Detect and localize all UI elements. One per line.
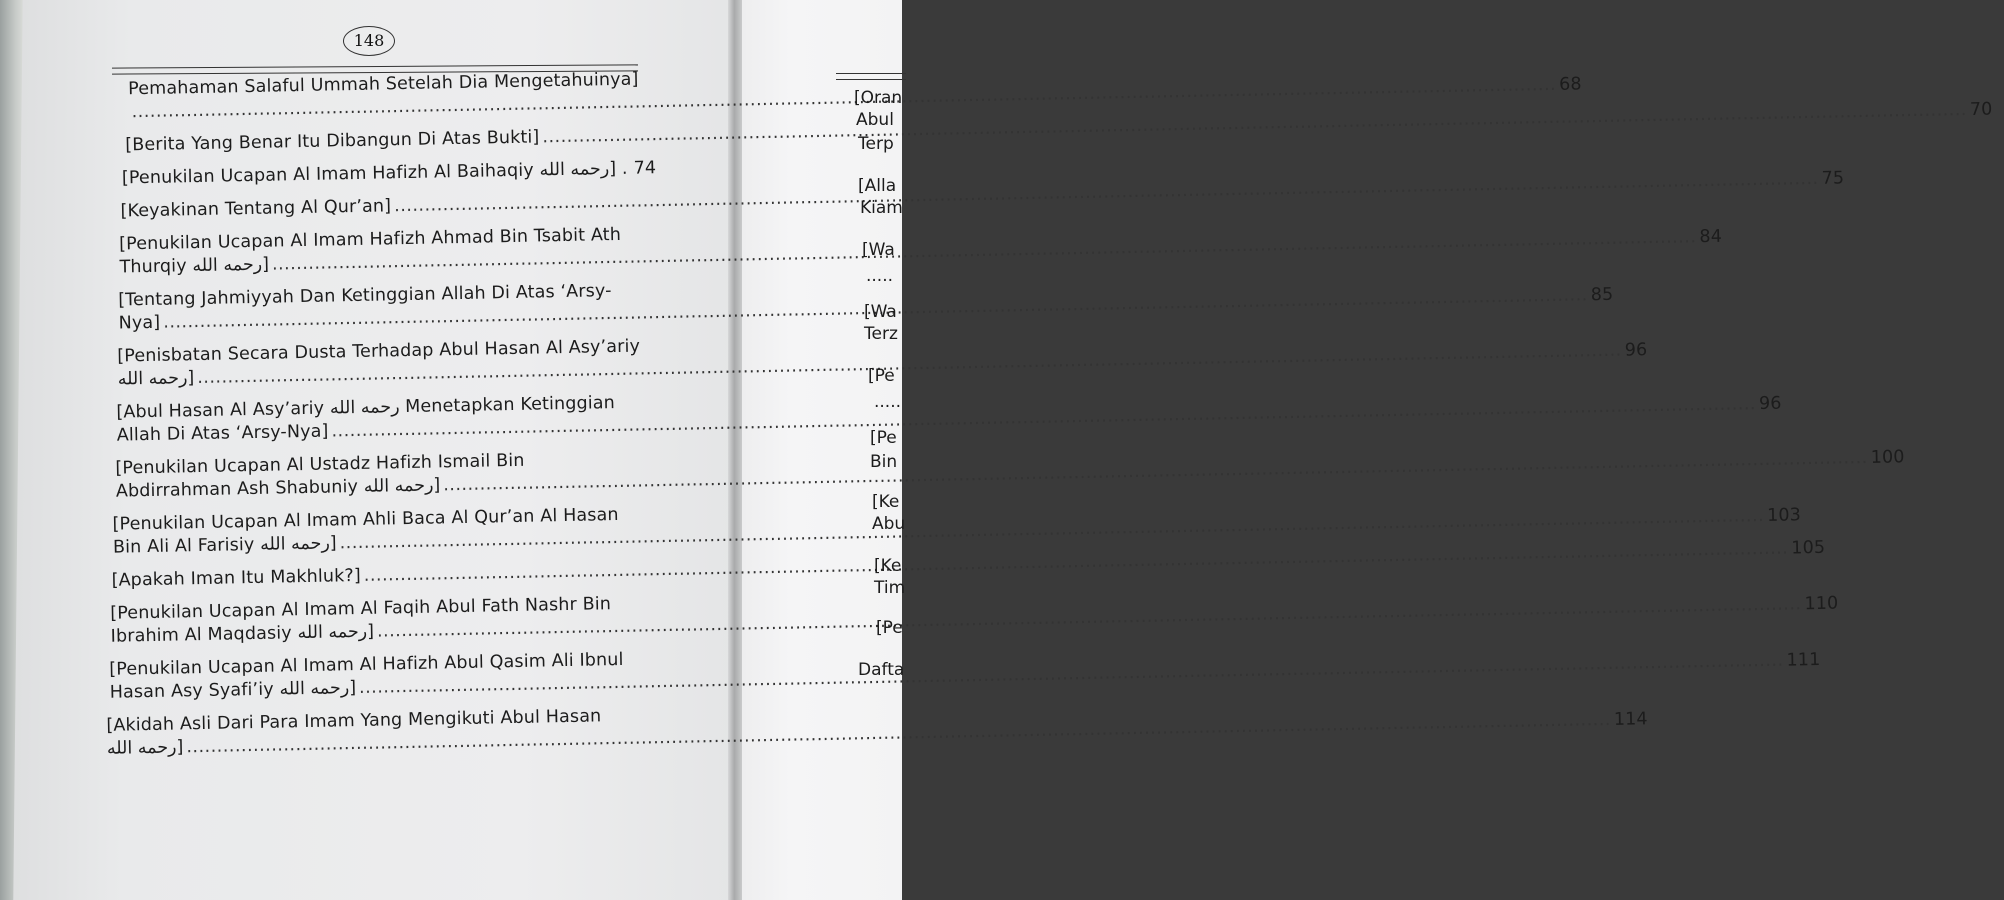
toc-entry-text: Abdirrahman Ash Shabuniy رحمه الله] xyxy=(115,475,441,502)
toc-page-number: 114 xyxy=(1613,709,1648,730)
right-page-text-fragment: [Pe xyxy=(876,618,903,638)
toc-entry-text: [Tentang Jahmiyyah Dan Ketinggian Allah Di Atas ‘Arsy- xyxy=(118,281,612,311)
right-header-rule xyxy=(836,73,906,80)
toc-entry-text: [Keyakinan Tentang Al Qur’an] xyxy=(120,196,392,222)
right-page-text-fragment: ..... xyxy=(866,266,894,286)
right-page-text-fragment: Terz xyxy=(864,324,898,344)
right-page-text-fragment: [Ke xyxy=(874,556,902,576)
toc-entry-text: Ibrahim Al Maqdasiy رحمه الله] xyxy=(110,621,375,647)
toc-entry-text: [Penukilan Ucapan Al Imam Al Faqih Abul Fath Nashr Bin xyxy=(110,594,612,624)
toc-entry xyxy=(97,336,1648,392)
right-page-text-fragment: [Pe xyxy=(868,366,895,386)
toc-page-number: 85 xyxy=(1590,284,1614,306)
toc-entry-text: رحمه الله] xyxy=(117,368,195,390)
page-number: 148 xyxy=(343,26,395,56)
right-page-text-fragment: Bin xyxy=(870,452,898,472)
toc-page-number: 96 xyxy=(1624,340,1648,361)
toc-entry-text: [Abul Hasan Al Asy’ariy رحمه الله Menetapkan Ketinggian xyxy=(116,393,616,423)
right-page-text-fragment: [Pe xyxy=(870,428,897,448)
toc-entry-text: [Penukilan Ucapan Al Ustadz Hafizh Ismail Bin xyxy=(115,450,525,479)
toc-entry-text: Hasan Asy Syafi’iy رحمه الله] xyxy=(109,678,357,703)
right-page-text-fragment: Tim xyxy=(874,578,906,598)
toc-entry-text: رحمه الله] xyxy=(106,737,184,759)
right-page-text-fragment: [Wa xyxy=(864,302,897,322)
right-page-text-fragment: Terp xyxy=(858,134,894,154)
right-page-text-fragment: ..... xyxy=(874,392,902,412)
toc-page-number: 68 xyxy=(1558,74,1582,95)
toc-entry-leader-line xyxy=(121,158,657,192)
right-page-text-fragment: Abul xyxy=(856,110,894,130)
toc-entry xyxy=(94,158,657,192)
right-page-text-fragment: [Oran xyxy=(854,88,903,108)
toc-entry-text: Thurqiy رحمه الله] xyxy=(119,254,270,278)
toc-entry-text: Pemahaman Salaful Ummah Setelah Dia Mengetahuinya] xyxy=(127,69,639,100)
toc-entry-text: Allah Di Atas ‘Arsy-Nya] xyxy=(116,421,329,446)
toc-entry-text: [Penukilan Ucapan Al Imam Ahli Baca Al Qur’an Al Hasan xyxy=(112,504,619,535)
right-page-text-fragment: Abu xyxy=(872,514,906,534)
right-page-text-fragment: [Wa xyxy=(862,240,895,260)
toc-entry-text: [Akidah Asli Dari Para Imam Yang Mengikuti Abul Hasan xyxy=(106,706,602,736)
toc-page-number: 105 xyxy=(1791,537,1826,559)
toc-entry-text: Bin Ali Al Farisiy رحمه الله] xyxy=(112,533,337,558)
toc-page-number: 110 xyxy=(1804,593,1839,615)
toc-page-number: 103 xyxy=(1766,505,1802,526)
right-page-text-fragment: [Ke xyxy=(872,492,900,512)
toc-entry-text: [Penisbatan Secara Dusta Terhadap Abul Hasan Al Asy’ariy xyxy=(117,336,641,367)
toc-entry-text: [Penukilan Ucapan Al Imam Hafizh Al Baihaqiy رحمه الله] . xyxy=(121,158,628,189)
toc-page-number: 100 xyxy=(1870,447,1905,468)
toc-page-number: 70 xyxy=(1969,99,1993,120)
right-page-text-fragment: Kiam xyxy=(860,198,903,218)
right-page-text-fragment: [Alla xyxy=(858,176,897,196)
toc-entry-text: Nya] xyxy=(118,312,161,334)
toc-entry-text: [Penukilan Ucapan Al Imam Hafizh Ahmad Bin Tsabit Ath xyxy=(118,224,622,255)
toc-entry-text: [Penukilan Ucapan Al Imam Al Hafizh Abul Qasim Ali Ibnul xyxy=(109,649,624,680)
right-page-text-fragment: Dafta xyxy=(858,660,905,680)
toc-page-number: 74 xyxy=(633,158,657,179)
toc-page-number: 84 xyxy=(1699,226,1723,248)
toc-page-number: 75 xyxy=(1821,168,1845,189)
toc-page-number: 96 xyxy=(1758,393,1782,415)
toc-entry-text: [Berita Yang Benar Itu Dibangun Di Atas Bukti] xyxy=(125,127,540,156)
toc-page-number: 111 xyxy=(1786,649,1821,671)
toc-entry-text: [Apakah Iman Itu Makhluk?] xyxy=(111,565,362,591)
toc-entry xyxy=(102,593,1839,649)
